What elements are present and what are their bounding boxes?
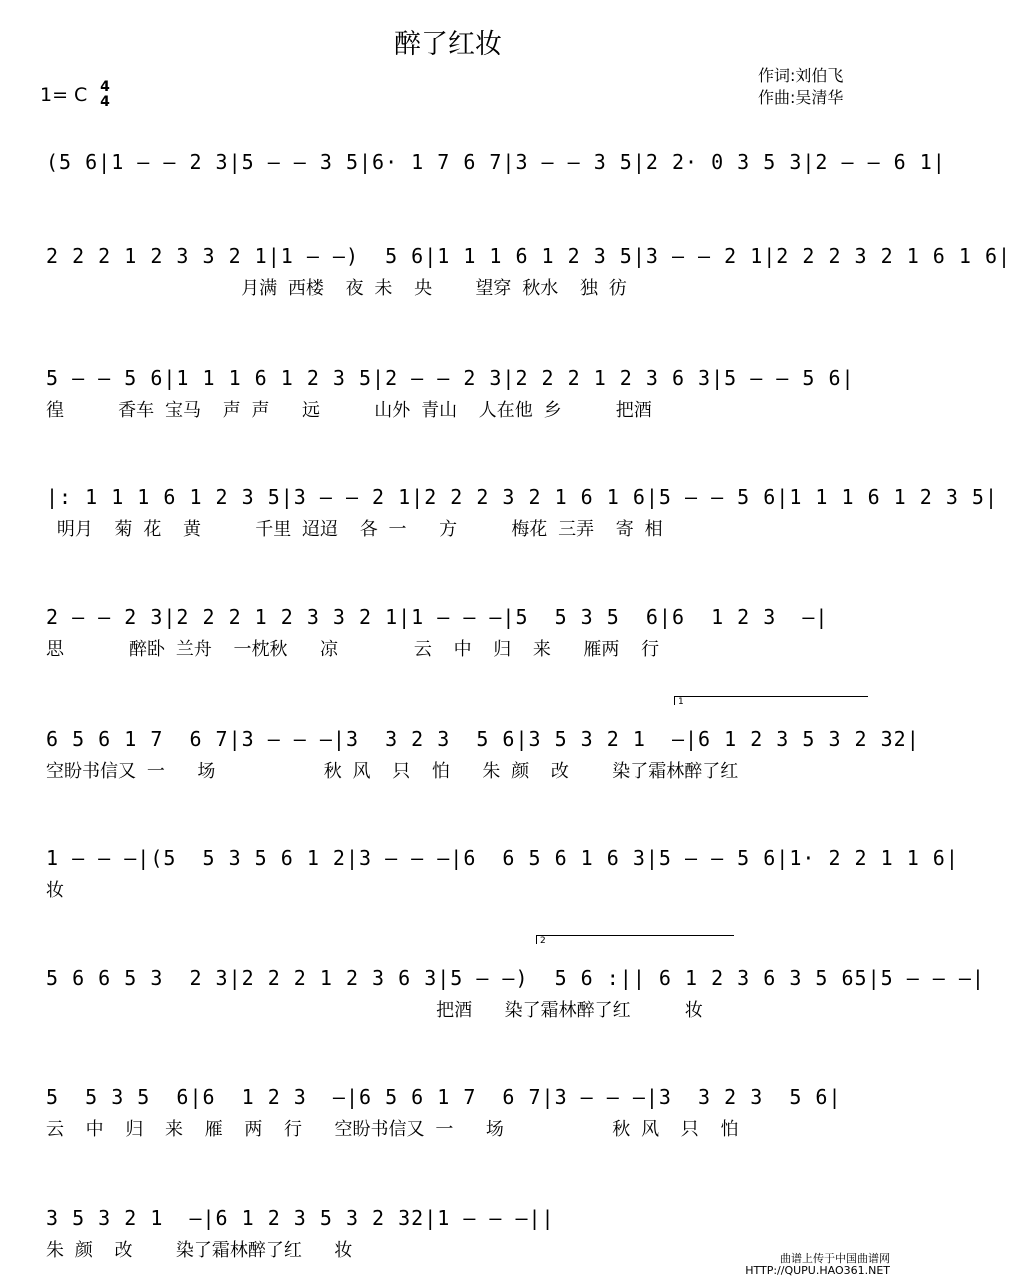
lyricist: 作词:刘伯飞 bbox=[758, 66, 844, 85]
notation-line: 5 — — 5 6|1 1 1 6 1 2 3 5|2 — — 2 3|2 2 2 1 2 3 6 3|5 — — 5 6| bbox=[46, 366, 855, 390]
notation-line: 6 5 6 1 7 6 7|3 — — —|3 3 2 3 5 6|3 5 3 2 1 —|6 1 2 3 5 3 2 32| bbox=[46, 727, 920, 751]
volta-bracket: 1 bbox=[674, 696, 868, 705]
site-watermark bbox=[745, 1253, 890, 1277]
credits bbox=[758, 65, 843, 109]
time-signature bbox=[98, 80, 112, 110]
notation-line: 2 — — 2 3|2 2 2 1 2 3 3 2 1|1 — — —|5 5 3 5 6|6 1 2 3 —| bbox=[46, 605, 829, 629]
page-title: 醉了红妆 bbox=[394, 29, 502, 60]
notation-line: 5 5 3 5 6|6 1 2 3 —|6 5 6 1 7 6 7|3 — — —|3 3 2 3 5 6| bbox=[46, 1085, 842, 1109]
notation-line: 2 2 2 1 2 3 3 2 1|1 — —) 5 6|1 1 1 6 1 2 3 5|3 — — 2 1|2 2 2 3 2 1 6 1 6| bbox=[46, 244, 1011, 268]
time-signature-bottom: 4 bbox=[100, 94, 110, 110]
watermark-line-2: HTTP://QUPU.HAO361.NET bbox=[745, 1264, 890, 1277]
watermark-line-1: 曲谱上传于中国曲谱网 bbox=[780, 1252, 890, 1265]
time-signature-top: 4 bbox=[100, 79, 110, 95]
lyrics-line: 明月 菊 花 黄 千里 迢迢 各 一 方 梅花 三弄 寄 相 bbox=[46, 519, 663, 540]
lyrics-line: 把酒 染了霜林醉了红 妆 bbox=[46, 1000, 703, 1021]
lyrics-line: 空盼书信又 一 场 秋 风 只 怕 朱 颜 改 染了霜林醉了红 bbox=[46, 761, 739, 782]
lyrics-line: 云 中 归 来 雁 两 行 空盼书信又 一 场 秋 风 只 怕 bbox=[46, 1119, 739, 1140]
key-signature: 1= C bbox=[40, 84, 88, 106]
notation-line: 5 6 6 5 3 2 3|2 2 2 1 2 3 6 3|5 — —) 5 6 :|| 6 1 2 3 6 3 5 65|5 — — —| bbox=[46, 966, 985, 990]
lyrics-line: 徨 香车 宝马 声 声 远 山外 青山 人在他 乡 把酒 bbox=[46, 400, 652, 421]
volta-bracket: 2 bbox=[536, 935, 734, 944]
composer: 作曲:吴清华 bbox=[758, 88, 844, 107]
notation-line: 1 — — —|(5 5 3 5 6 1 2|3 — — —|6 6 5 6 1 6 3|5 — — 5 6|1· 2 2 1 1 6| bbox=[46, 846, 959, 870]
notation-line: 3 5 3 2 1 —|6 1 2 3 5 3 2 32|1 — — —|| bbox=[46, 1206, 555, 1230]
notation-line: (5 6|1 — — 2 3|5 — — 3 5|6· 1 7 6 7|3 — — 3 5|2 2· 0 3 5 3|2 — — 6 1| bbox=[46, 150, 946, 174]
lyrics-line: 思 醉卧 兰舟 一枕秋 凉 云 中 归 来 雁两 行 bbox=[46, 639, 660, 660]
lyrics-line: 月满 西楼 夜 未 央 望穿 秋水 独 彷 bbox=[46, 278, 627, 299]
notation-line: |: 1 1 1 6 1 2 3 5|3 — — 2 1|2 2 2 3 2 1 6 1 6|5 — — 5 6|1 1 1 6 1 2 3 5| bbox=[46, 485, 998, 509]
lyrics-line: 朱 颜 改 染了霜林醉了红 妆 bbox=[46, 1240, 353, 1261]
lyrics-line: 妆 bbox=[46, 880, 64, 901]
